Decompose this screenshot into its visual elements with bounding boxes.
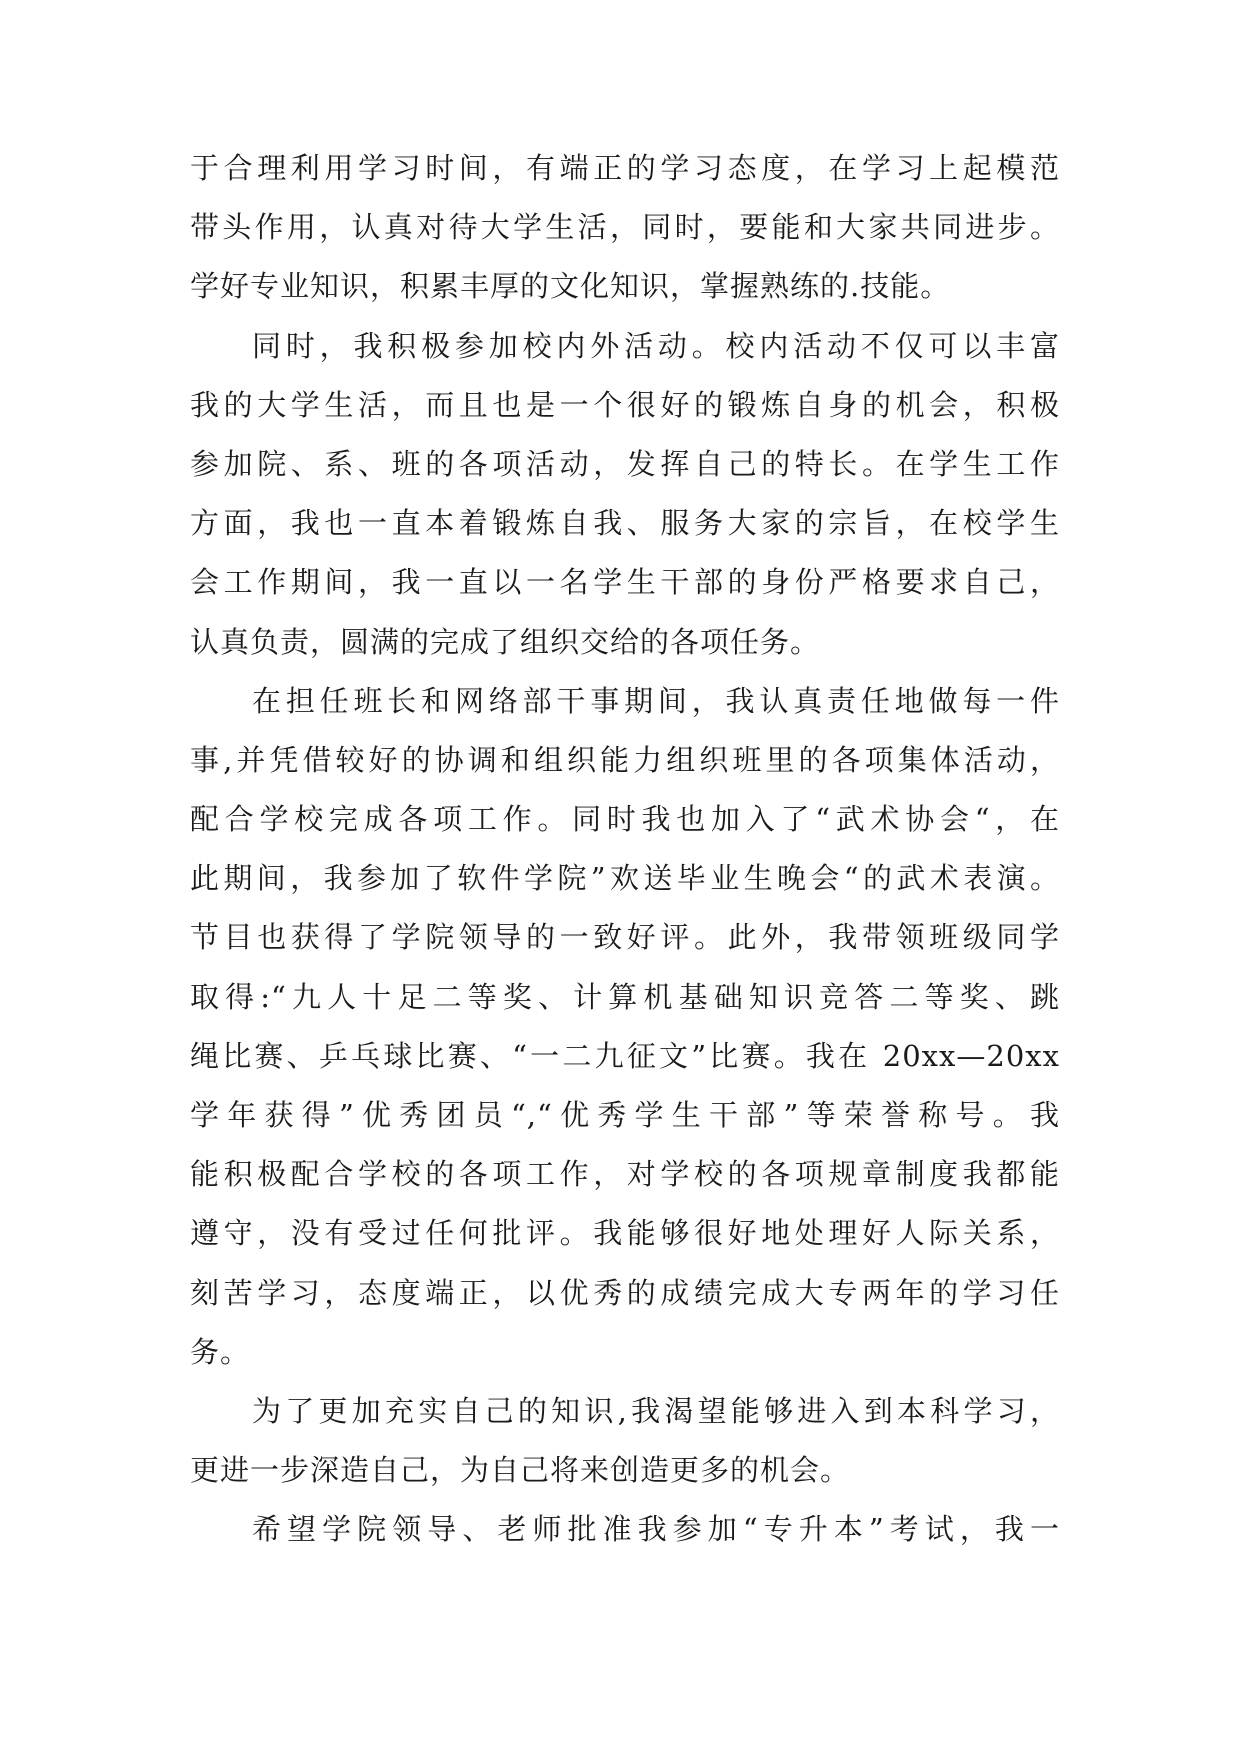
text-line: 节目也获得了学院领导的一致好评。此外，我带领班级同学 xyxy=(190,920,1060,955)
document-body xyxy=(190,139,1060,1560)
text-line: 参加院、系、班的各项活动，发挥自己的特长。在学生工作 xyxy=(190,446,1060,481)
text-line: 配合学校完成各项工作。同时我也加入了“武术协会“，在 xyxy=(190,802,1060,837)
text-line: 于合理利用学习时间，有端正的学习态度，在学习上起模范 xyxy=(190,151,1060,185)
text-line: 会工作期间，我一直以一名学生干部的身份严格要求自己， xyxy=(190,565,1060,600)
text-line: 带头作用，认真对待大学生活，同时，要能和大家共同进步。 xyxy=(190,210,1060,245)
text-line: 此期间，我参加了软件学院”欢送毕业生晚会“的武术表演。 xyxy=(190,861,1060,896)
text-line: 绳比赛、乒乓球比赛、“一二九征文”比赛。我在 20xx—20xx xyxy=(190,1038,1060,1073)
text-line: 学好专业知识，积累丰厚的文化知识，掌握熟练的.技能。 xyxy=(190,269,951,304)
text-line: 能积极配合学校的各项工作，对学校的各项规章制度我都能 xyxy=(190,1157,1060,1192)
text-line: 遵守，没有受过任何批评。我能够很好地处理好人际关系， xyxy=(190,1216,1060,1251)
text-line: 同时，我积极参加校内外活动。校内活动不仅可以丰富 xyxy=(252,328,1060,363)
text-line: 更进一步深造自己，为自己将来创造更多的机会。 xyxy=(190,1453,851,1488)
text-line: 取得:“九人十足二等奖、计算机基础知识竞答二等奖、跳 xyxy=(190,979,1060,1014)
text-line: 为了更加充实自己的知识,我渴望能够进入到本科学习， xyxy=(252,1393,1060,1428)
text-line: 我的大学生活，而且也是一个很好的锻炼自身的机会，积极 xyxy=(190,387,1060,422)
text-line: 希望学院领导、老师批准我参加“专升本”考试，我一 xyxy=(252,1512,1060,1547)
text-line: 在担任班长和网络部干事期间，我认真责任地做每一件 xyxy=(252,683,1060,718)
text-line: 务。 xyxy=(190,1334,251,1369)
text-line: 刻苦学习，态度端正，以优秀的成绩完成大专两年的学习任 xyxy=(190,1275,1060,1310)
text-line: 认真负责，圆满的完成了组织交给的各项任务。 xyxy=(190,624,821,659)
text-line: 学年获得”优秀团员“,“优秀学生干部”等荣誉称号。我 xyxy=(190,1098,1060,1132)
text-line: 方面，我也一直本着锻炼自我、服务大家的宗旨，在校学生 xyxy=(190,506,1060,541)
text-line: 事,并凭借较好的协调和组织能力组织班里的各项集体活动， xyxy=(190,742,1060,777)
